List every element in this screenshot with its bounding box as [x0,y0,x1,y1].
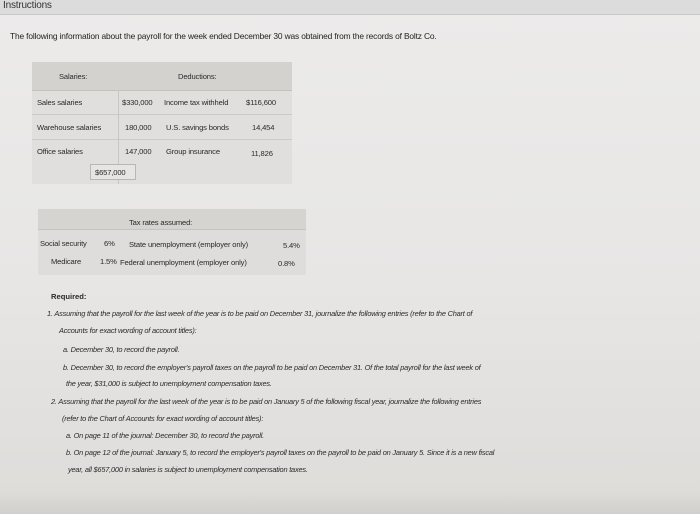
question-1-text: 1. Assuming that the payroll for the last week of the year is to be paid on December 31, journalize the following entries (refer to the Chart of [47,309,473,318]
medicare-rate: 1.5% [100,257,117,266]
state-unemployment-rate: 5.4% [283,241,300,250]
state-unemployment-label: State unemployment (employer only) [129,240,248,249]
total-salaries: $657,000 [95,168,126,177]
question-2b: b. On page 12 of the journal: January 5, to record the employer's payroll taxes on the payroll to be paid on January 5. Since it is a new fiscal [66,448,495,457]
intro-text: The following information about the payroll for the week ended December 30 was obtained from the records of Boltz Co. [10,31,437,41]
question-1b: b. December 30, to record the employer's payroll taxes on the payroll to be paid on December 31. Of the total payroll for the last week of [63,363,481,372]
table-row-deduction: U.S. savings bonds [166,123,229,132]
table-row-label: Office salaries [37,147,83,156]
table-row-label: Sales salaries [37,98,83,107]
social-security-rate: 6% [104,239,115,248]
table-row-label: Warehouse salaries [37,123,102,132]
instructions-header-bar [0,0,700,15]
question-2a: a. On page 11 of the journal: December 30, to record the payroll. [66,431,265,440]
instructions-title: Instructions [3,0,52,11]
deductions-header: Deductions: [178,72,217,81]
medicare-label: Medicare [51,257,82,266]
question-2-text: 2. Assuming that the payroll for the last week of the year is to be paid on January 5 of the following fiscal year, journalize the following entries [51,397,482,406]
required-label: Required: [51,292,87,301]
question-2-text-cont: (refer to the Chart of Accounts for exact wording of account titles): [62,414,264,423]
question-1b-cont: the year, $31,000 is subject to unemployment compensation taxes. [66,379,272,388]
row-divider [32,114,292,115]
table-row-amount: $330,000 [122,98,153,107]
salaries-header: Salaries: [59,72,88,81]
table-row-deduction: Group insurance [166,147,220,156]
table-row-deduction: Income tax withheld [164,98,229,107]
table-row-deduction-amount: 14,454 [252,123,275,132]
page-bottom-shade [0,490,700,514]
tax-rates-title: Tax rates assumed: [129,218,193,227]
social-security-label: Social security [40,239,87,248]
payroll-table [32,62,292,184]
question-2b-cont: year, all $657,000 in salaries is subject to unemployment compensation taxes. [68,465,308,474]
table-row-amount: 180,000 [125,123,152,132]
question-1a: a. December 30, to record the payroll. [63,345,180,354]
table-row-amount: 147,000 [125,147,152,156]
table-row-deduction-amount: $116,600 [246,98,276,107]
tax-rates-box [38,209,306,275]
table-row-deduction-amount: 11,826 [251,149,273,158]
question-1-text-cont: Accounts for exact wording of account titles): [59,326,197,335]
row-divider [32,139,292,140]
total-salaries-box [90,164,136,180]
federal-unemployment-label: Federal unemployment (employer only) [120,258,247,267]
federal-unemployment-rate: 0.8% [278,259,295,268]
